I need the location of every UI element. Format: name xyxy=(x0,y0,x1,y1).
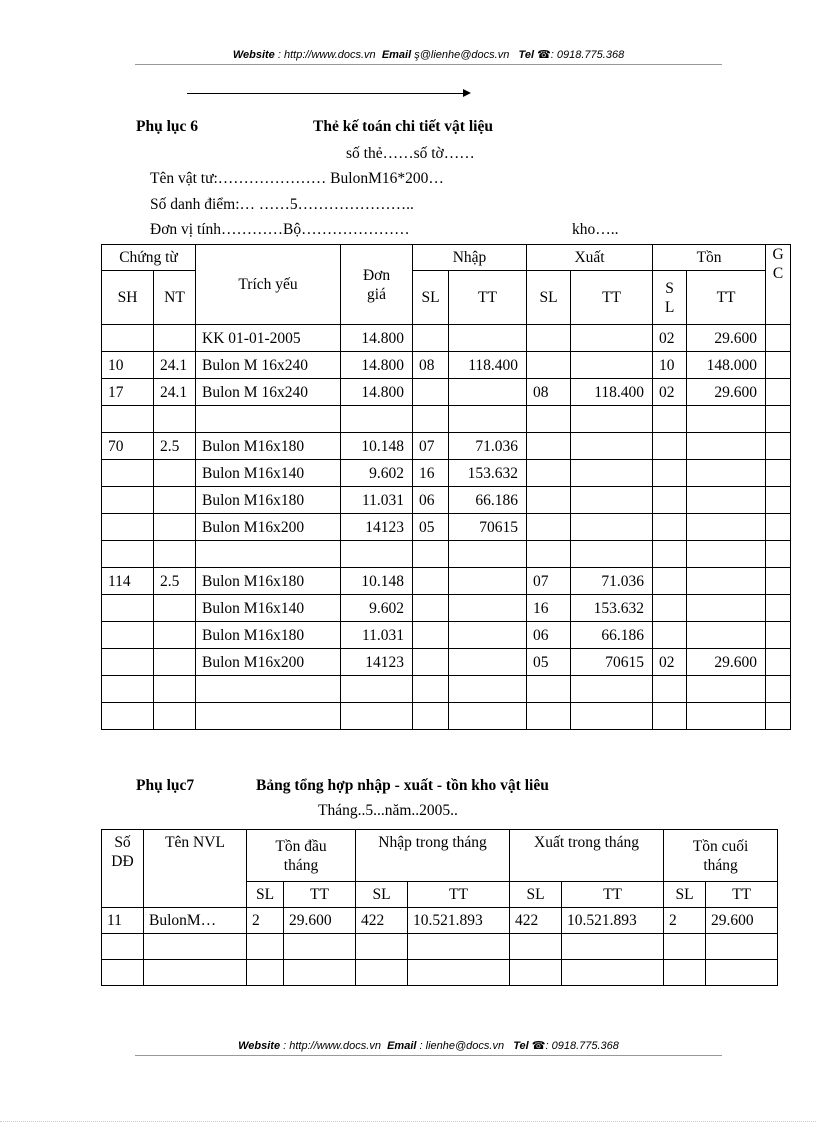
table-cell xyxy=(408,934,510,960)
table-cell: 422 xyxy=(356,908,408,934)
table-cell: 14123 xyxy=(341,514,413,541)
table-cell xyxy=(247,934,284,960)
table-row xyxy=(102,514,791,541)
website-url[interactable]: : http://www.docs.vn xyxy=(283,1040,381,1052)
table-cell xyxy=(449,703,527,730)
table-cell xyxy=(413,622,449,649)
header-voucher: Chứng từ xyxy=(102,245,196,271)
table-cell xyxy=(653,487,687,514)
table-cell xyxy=(653,595,687,622)
table-cell xyxy=(766,622,791,649)
table-cell: 16 xyxy=(413,460,449,487)
table-cell xyxy=(687,703,766,730)
table-cell: Bulon M16x180 xyxy=(196,433,341,460)
table-cell: 02 xyxy=(653,379,687,406)
table-cell xyxy=(449,676,527,703)
table-cell xyxy=(154,541,196,568)
header-stock: Tồn xyxy=(653,245,766,271)
table-cell xyxy=(247,960,284,986)
table-cell: 08 xyxy=(413,352,449,379)
table-cell: 17 xyxy=(102,379,154,406)
table-cell xyxy=(102,514,154,541)
table-cell xyxy=(408,960,510,986)
table-cell xyxy=(449,595,527,622)
table-cell xyxy=(154,622,196,649)
table-cell xyxy=(766,595,791,622)
table-cell: 02 xyxy=(653,649,687,676)
tel-label: Tel xyxy=(513,1040,529,1052)
table-cell xyxy=(653,703,687,730)
website-label: Website xyxy=(232,49,275,61)
table-cell: 11.031 xyxy=(341,487,413,514)
table-cell: 2 xyxy=(247,908,284,934)
table-cell: 02 xyxy=(653,325,687,352)
table-cell xyxy=(653,514,687,541)
table-cell xyxy=(527,541,571,568)
table-cell xyxy=(766,541,791,568)
header-in-sl: SL xyxy=(356,882,408,908)
table-cell: Bulon M16x200 xyxy=(196,514,341,541)
appendix7-title: Bảng tổng hợp nhập - xuất - tồn kho vật liêu xyxy=(256,777,549,794)
website-label: Website xyxy=(238,1040,281,1052)
table-cell xyxy=(766,379,791,406)
table-cell xyxy=(653,676,687,703)
table-cell xyxy=(413,676,449,703)
table-cell: Bulon M16x180 xyxy=(196,487,341,514)
header-in-tt: TT xyxy=(408,882,510,908)
table-cell xyxy=(527,487,571,514)
header-description: Trích yếu xyxy=(196,245,341,325)
table-cell: 07 xyxy=(413,433,449,460)
table-row xyxy=(102,487,791,514)
material-detail-table xyxy=(101,244,791,730)
table-cell xyxy=(664,934,706,960)
table-cell: 2.5 xyxy=(154,568,196,595)
table-cell: 24.1 xyxy=(154,352,196,379)
table-cell xyxy=(527,352,571,379)
item-code-line: Số danh điểm:… ……5………………….. xyxy=(150,196,414,213)
table-cell: 10 xyxy=(653,352,687,379)
table-cell xyxy=(102,460,154,487)
table-cell xyxy=(144,960,247,986)
table-cell: 71.036 xyxy=(571,568,653,595)
header-out-sl: SL xyxy=(527,271,571,325)
table-cell xyxy=(766,433,791,460)
table-row xyxy=(102,908,778,934)
phone-icon: ☎ xyxy=(537,49,551,61)
header-out-month: Xuất trong tháng xyxy=(510,830,664,882)
table-cell: 10.521.893 xyxy=(408,908,510,934)
table-cell xyxy=(102,541,154,568)
table-cell xyxy=(687,433,766,460)
table-cell: 153.632 xyxy=(571,595,653,622)
table-cell xyxy=(449,406,527,433)
table-cell xyxy=(413,406,449,433)
table-row xyxy=(102,676,791,703)
phone-icon: ☎ xyxy=(531,1040,546,1052)
table-cell xyxy=(687,622,766,649)
table-cell xyxy=(154,325,196,352)
table-cell: 16 xyxy=(527,595,571,622)
table-cell xyxy=(653,433,687,460)
table-cell: 14123 xyxy=(341,649,413,676)
table-cell xyxy=(571,487,653,514)
table-cell xyxy=(766,703,791,730)
email-label: Email xyxy=(387,1040,417,1052)
table-cell xyxy=(196,406,341,433)
table-cell xyxy=(562,934,664,960)
table-cell xyxy=(341,676,413,703)
header-unit-price: Đơn giá xyxy=(341,245,413,325)
table-cell xyxy=(449,379,527,406)
table-cell xyxy=(706,934,778,960)
table-cell xyxy=(449,325,527,352)
table-row xyxy=(102,379,791,406)
table-row xyxy=(102,649,791,676)
table-cell xyxy=(449,541,527,568)
table-cell: Bulon M16x140 xyxy=(196,595,341,622)
table-cell xyxy=(284,960,356,986)
table-cell: Bulon M 16x240 xyxy=(196,379,341,406)
table-cell xyxy=(687,406,766,433)
table-cell xyxy=(527,433,571,460)
table-cell xyxy=(527,676,571,703)
table-cell xyxy=(571,703,653,730)
header-note: G C xyxy=(766,245,791,325)
header-closing-tt: TT xyxy=(706,882,778,908)
table-cell: Bulon M16x180 xyxy=(196,568,341,595)
table-cell: 29.600 xyxy=(284,908,356,934)
table-cell xyxy=(154,649,196,676)
table-row xyxy=(102,325,791,352)
table-cell xyxy=(413,595,449,622)
table-cell: 9.602 xyxy=(341,595,413,622)
table-cell: 06 xyxy=(413,487,449,514)
table-cell xyxy=(284,934,356,960)
table-cell xyxy=(413,568,449,595)
table-cell xyxy=(766,568,791,595)
table-cell xyxy=(766,352,791,379)
header-code: Số DĐ xyxy=(102,830,144,908)
table-cell: 14.800 xyxy=(341,352,413,379)
table-cell: 70615 xyxy=(571,649,653,676)
header-closing-sl: SL xyxy=(664,882,706,908)
table-row xyxy=(102,622,791,649)
card-number-line: số thẻ……số tờ…… xyxy=(346,145,475,162)
table-cell: 24.1 xyxy=(154,379,196,406)
table-cell: 05 xyxy=(527,649,571,676)
table-cell xyxy=(102,649,154,676)
table-cell xyxy=(144,934,247,960)
table-cell xyxy=(687,460,766,487)
table-cell xyxy=(571,460,653,487)
table-cell: 148.000 xyxy=(687,352,766,379)
table-cell xyxy=(413,325,449,352)
table-cell: 29.600 xyxy=(687,649,766,676)
table-cell xyxy=(102,676,154,703)
table-row xyxy=(102,568,791,595)
table-cell: 11 xyxy=(102,908,144,934)
header-stock-tt: TT xyxy=(687,271,766,325)
table-cell: 10.148 xyxy=(341,433,413,460)
table-cell xyxy=(571,514,653,541)
table-cell xyxy=(154,487,196,514)
header-out-tt: TT xyxy=(571,271,653,325)
table-cell xyxy=(766,514,791,541)
table-cell: 70615 xyxy=(449,514,527,541)
table-cell xyxy=(102,325,154,352)
header-out-sl: SL xyxy=(510,882,562,908)
table-cell xyxy=(154,460,196,487)
table-cell xyxy=(341,541,413,568)
tel-label: Tel xyxy=(518,49,535,61)
table-cell xyxy=(102,703,154,730)
table-row xyxy=(102,595,791,622)
tel-number: : 0918.775.368 xyxy=(545,1040,619,1052)
table-cell: Bulon M 16x240 xyxy=(196,352,341,379)
email-address[interactable]: : lienhe@docs.vn xyxy=(419,1040,505,1052)
table-cell xyxy=(571,325,653,352)
page-bottom-edge xyxy=(0,1121,816,1122)
table-cell xyxy=(687,568,766,595)
table-cell xyxy=(527,703,571,730)
tel-number: : 0918.775.368 xyxy=(550,49,625,61)
table-cell: 05 xyxy=(413,514,449,541)
table-cell xyxy=(413,379,449,406)
table-cell xyxy=(653,568,687,595)
table-cell xyxy=(102,595,154,622)
table-cell xyxy=(766,676,791,703)
table-cell xyxy=(449,568,527,595)
table-cell: 118.400 xyxy=(571,379,653,406)
table-cell: 10.521.893 xyxy=(562,908,664,934)
table-row xyxy=(102,352,791,379)
table-cell xyxy=(154,514,196,541)
table-cell xyxy=(653,541,687,568)
table-cell xyxy=(510,934,562,960)
table-cell: 06 xyxy=(527,622,571,649)
table-cell xyxy=(154,676,196,703)
header-stock-sl: S L xyxy=(653,271,687,325)
table-cell xyxy=(102,406,154,433)
table-cell xyxy=(413,703,449,730)
table-cell: 29.600 xyxy=(687,379,766,406)
arrow-line xyxy=(187,93,469,94)
store-line: kho….. xyxy=(572,221,619,238)
table-cell: 70 xyxy=(102,433,154,460)
website-url[interactable]: : http://www.docs.vn xyxy=(277,49,376,61)
page-footer xyxy=(135,1039,722,1056)
table-cell: 118.400 xyxy=(449,352,527,379)
table-cell: Bulon M16x180 xyxy=(196,622,341,649)
header-sh: SH xyxy=(102,271,154,325)
table-cell xyxy=(766,460,791,487)
table-cell xyxy=(413,649,449,676)
table-cell: 14.800 xyxy=(341,325,413,352)
appendix6-title: Thẻ kế toán chi tiết vật liệu xyxy=(313,118,493,135)
table-cell: 2.5 xyxy=(154,433,196,460)
table-cell xyxy=(653,622,687,649)
table-cell xyxy=(653,460,687,487)
table-cell xyxy=(766,406,791,433)
header-in-sl: SL xyxy=(413,271,449,325)
table-cell xyxy=(527,460,571,487)
header-in-month: Nhập trong tháng xyxy=(356,830,510,882)
table-cell xyxy=(571,433,653,460)
page-header xyxy=(135,48,722,65)
table-cell xyxy=(356,960,408,986)
table-cell: 66.186 xyxy=(571,622,653,649)
header-opening-sl: SL xyxy=(247,882,284,908)
table-cell: 2 xyxy=(664,908,706,934)
table-cell xyxy=(196,541,341,568)
table-cell: Bulon M16x200 xyxy=(196,649,341,676)
table-cell: 10 xyxy=(102,352,154,379)
table-cell xyxy=(571,406,653,433)
header-material-name: Tên NVL xyxy=(144,830,247,908)
table-cell: KK 01-01-2005 xyxy=(196,325,341,352)
table-cell xyxy=(102,622,154,649)
table-cell xyxy=(687,514,766,541)
table-cell xyxy=(341,703,413,730)
table-cell xyxy=(766,325,791,352)
table-cell xyxy=(571,676,653,703)
table-cell xyxy=(356,934,408,960)
table-cell xyxy=(341,406,413,433)
table-cell xyxy=(102,960,144,986)
header-opening-tt: TT xyxy=(284,882,356,908)
table-cell xyxy=(413,541,449,568)
table-cell xyxy=(687,487,766,514)
email-address[interactable]: ş@lienhe@docs.vn xyxy=(414,49,510,61)
material-name-line: Tên vật tư:………………… BulonM16*200… xyxy=(150,170,444,187)
email-label: Email xyxy=(381,49,412,61)
header-in: Nhập xyxy=(413,245,527,271)
table-cell xyxy=(664,960,706,986)
table-cell xyxy=(449,622,527,649)
table-cell xyxy=(102,934,144,960)
table-row xyxy=(102,541,791,568)
table-cell: 29.600 xyxy=(706,908,778,934)
table-row xyxy=(102,960,778,986)
table-cell xyxy=(154,703,196,730)
table-cell: 08 xyxy=(527,379,571,406)
table-cell xyxy=(766,487,791,514)
header-out: Xuất xyxy=(527,245,653,271)
table-cell: 71.036 xyxy=(449,433,527,460)
unit-line: Đơn vị tính…………Bộ………………… xyxy=(150,221,410,238)
header-closing: Tồn cuối tháng xyxy=(664,830,778,882)
table-cell: 11.031 xyxy=(341,622,413,649)
table-cell xyxy=(687,676,766,703)
table-cell xyxy=(527,406,571,433)
table-row xyxy=(102,406,791,433)
table-row xyxy=(102,460,791,487)
table-cell: 153.632 xyxy=(449,460,527,487)
summary-table xyxy=(101,829,778,986)
table-cell: 10.148 xyxy=(341,568,413,595)
table-cell xyxy=(527,325,571,352)
table-cell: BulonM… xyxy=(144,908,247,934)
table-cell xyxy=(687,595,766,622)
table-row xyxy=(102,934,778,960)
table-cell xyxy=(196,703,341,730)
table-cell xyxy=(154,406,196,433)
header-out-tt: TT xyxy=(562,882,664,908)
table-cell: 9.602 xyxy=(341,460,413,487)
appendix6-label: Phụ lục 6 xyxy=(136,118,199,135)
table-cell: 114 xyxy=(102,568,154,595)
table-cell xyxy=(196,676,341,703)
table-cell xyxy=(687,541,766,568)
header-in-tt: TT xyxy=(449,271,527,325)
table-cell xyxy=(766,649,791,676)
table-cell xyxy=(571,541,653,568)
table-cell: 14.800 xyxy=(341,379,413,406)
table-cell xyxy=(102,487,154,514)
table-cell xyxy=(653,406,687,433)
table-cell xyxy=(706,960,778,986)
table-cell: 66.186 xyxy=(449,487,527,514)
table-cell: 29.600 xyxy=(687,325,766,352)
table-cell xyxy=(154,595,196,622)
table-row xyxy=(102,433,791,460)
appendix7-label: Phụ lục7 xyxy=(136,777,195,794)
table-cell xyxy=(562,960,664,986)
appendix7-period: Tháng..5...năm..2005.. xyxy=(318,802,458,819)
table-cell xyxy=(527,514,571,541)
table-row xyxy=(102,703,791,730)
table-cell xyxy=(449,649,527,676)
header-nt: NT xyxy=(154,271,196,325)
table-cell: 422 xyxy=(510,908,562,934)
table-cell: Bulon M16x140 xyxy=(196,460,341,487)
table-cell xyxy=(510,960,562,986)
table-cell xyxy=(571,352,653,379)
table-cell: 07 xyxy=(527,568,571,595)
header-opening: Tồn đầu tháng xyxy=(247,830,356,882)
